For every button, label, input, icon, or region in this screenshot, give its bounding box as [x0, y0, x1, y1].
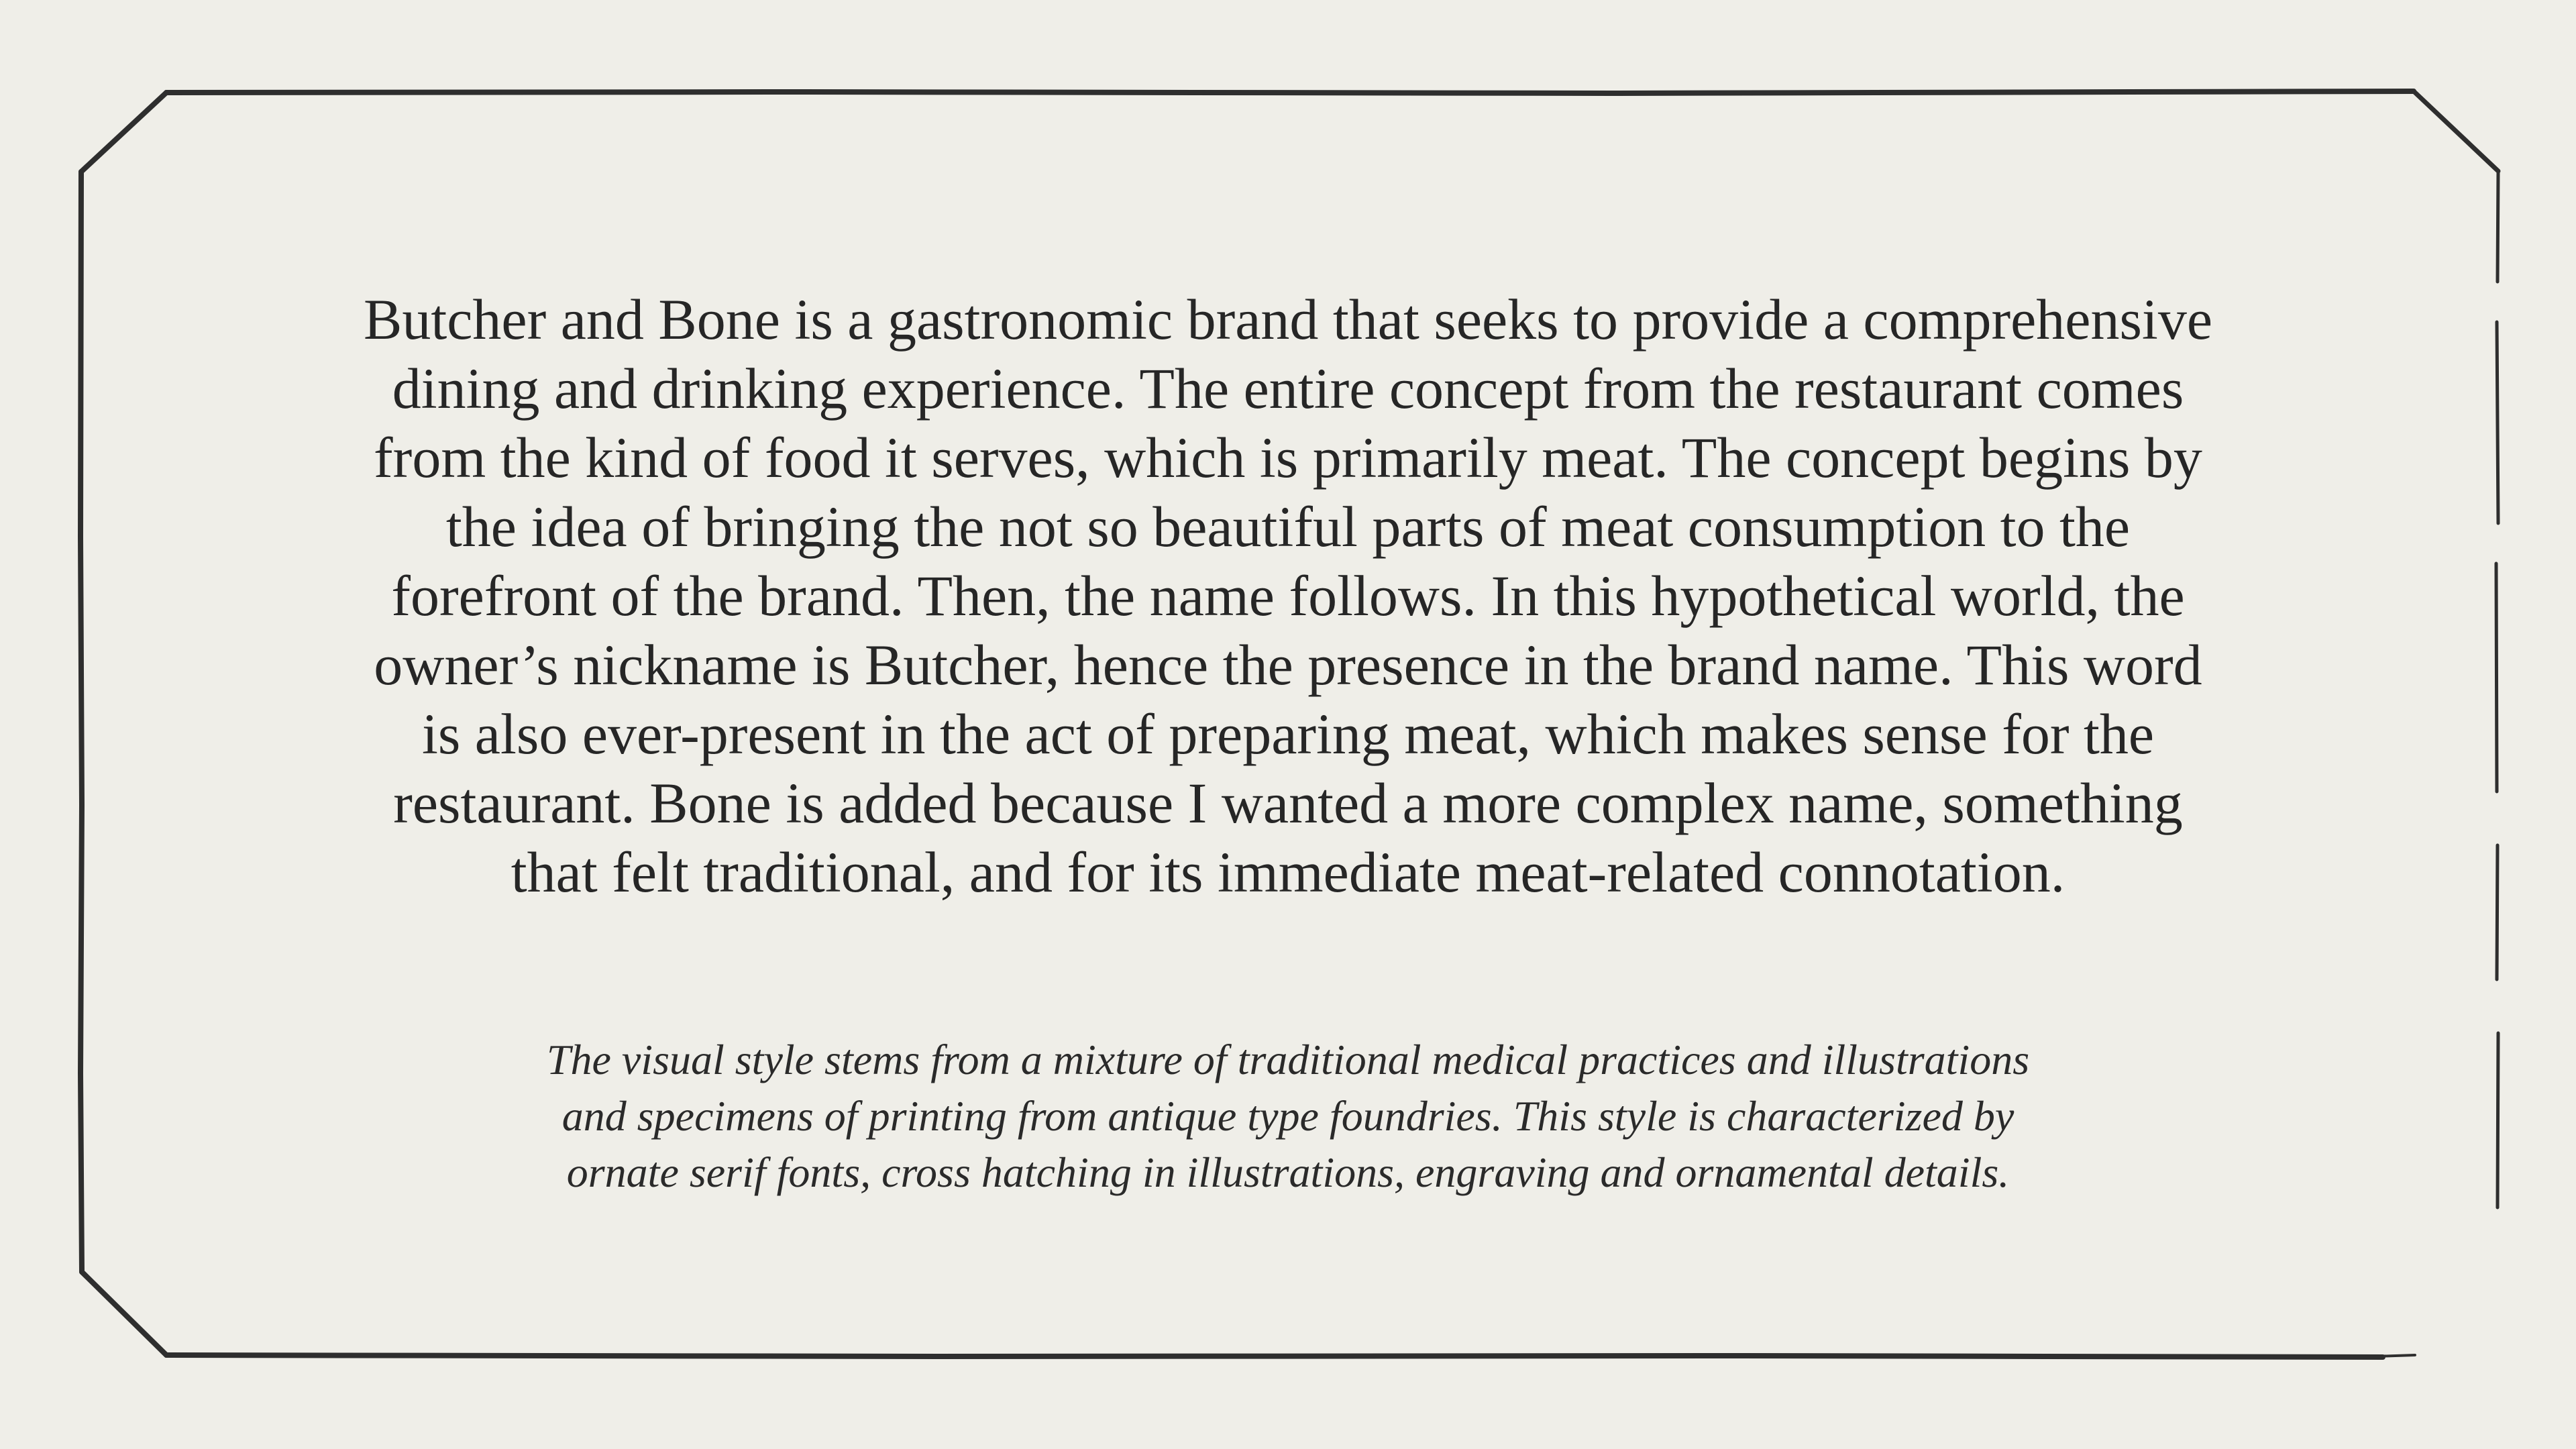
- paragraph-line: restaurant. Bone is added because I wanted a more complex name, something: [393, 771, 2183, 835]
- frame-top-edge: [166, 91, 2414, 93]
- frame-top-left-corner: [81, 93, 166, 172]
- frame-bottom-edge: [166, 1355, 2383, 1357]
- paragraph-line: from the kind of food it serves, which is primarily meat. The concept begins by: [374, 425, 2202, 490]
- italic-caption: [523, 1032, 2053, 1201]
- paragraph-line: forefront of the brand. Then, the name follows. In this hypothetical world, the: [391, 564, 2185, 628]
- paragraph-line: Butcher and Bone is a gastronomic brand that seeks to provide a comprehensive: [364, 287, 2212, 352]
- frame-right-edge: [2496, 171, 2498, 1208]
- paragraph-line: is also ever-present in the act of preparing meat, which makes sense for the: [421, 702, 2155, 766]
- paragraph-line: the idea of bringing the not so beautiful parts of meat consumption to the: [445, 494, 2131, 559]
- caption-line: ornate serif fonts, cross hatching in illustrations, engraving and ornamental details.: [566, 1148, 2010, 1196]
- paragraph-line: owner’s nickname is Butcher, hence the presence in the brand name. This word: [374, 633, 2202, 697]
- frame-bottom-left-corner: [82, 1272, 166, 1355]
- caption-line: and specimens of printing from antique type foundries. This style is characterized by: [561, 1092, 2015, 1140]
- main-paragraph: [335, 285, 2241, 907]
- paragraph-line: dining and drinking experience. The entire concept from the restaurant comes: [392, 356, 2184, 421]
- frame-left-edge: [80, 172, 82, 1272]
- paragraph-line: that felt traditional, and for its immediate meat-related connotation.: [511, 840, 2065, 904]
- caption-line: The visual style stems from a mixture of traditional medical practices and illustrations: [546, 1036, 2030, 1083]
- frame-top-right-corner: [2414, 91, 2498, 171]
